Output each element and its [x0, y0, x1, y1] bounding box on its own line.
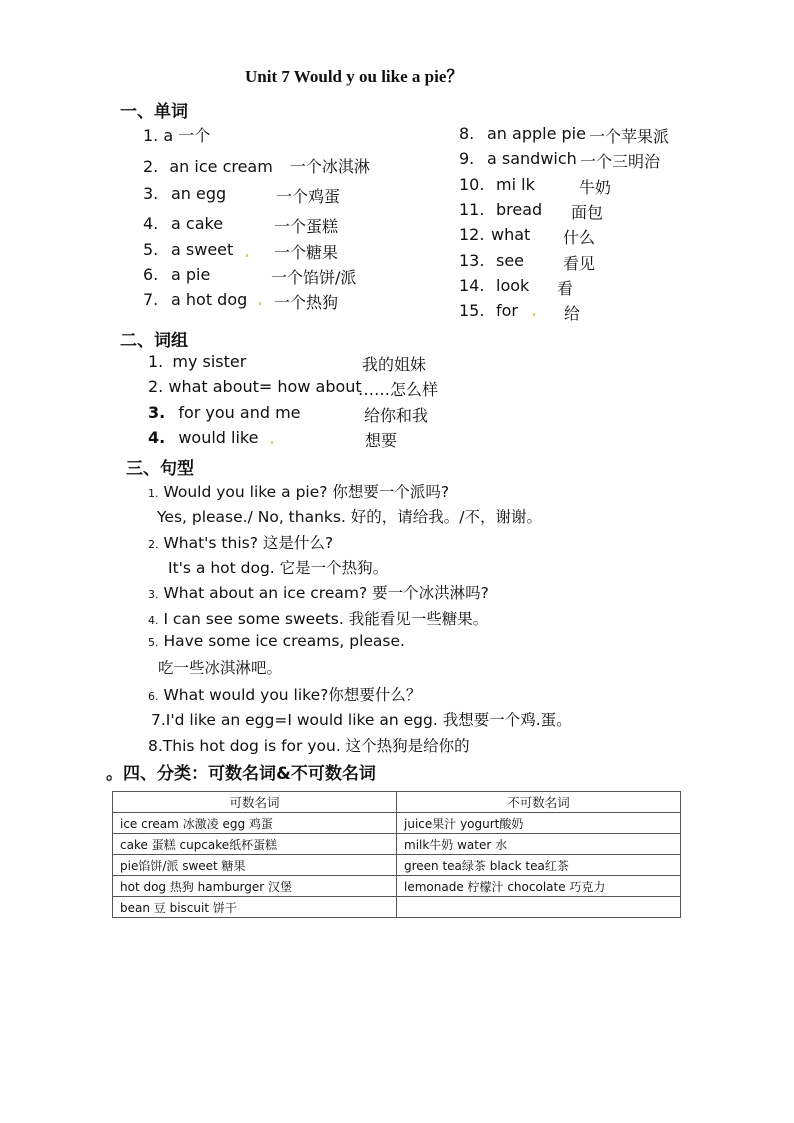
vocab-item	[459, 175, 612, 197]
word-chinese: 一个鸡蛋	[276, 187, 341, 206]
item-number: 7.	[151, 711, 166, 729]
sentence-line	[148, 581, 489, 603]
table-row	[113, 876, 681, 897]
sentence-text: This hot dog is for you. 这个热狗是给你的	[162, 737, 470, 755]
column-header-uncountable: 不可数名词	[397, 792, 681, 813]
item-number: 9.	[459, 149, 475, 168]
sentence-line	[148, 531, 333, 553]
sentence-line	[148, 480, 449, 502]
word-english: mi lk	[496, 175, 535, 194]
vocab-item	[459, 200, 604, 222]
noun-classification-table	[112, 791, 681, 918]
item-number: 2.	[143, 157, 159, 176]
vocab-item	[459, 225, 596, 247]
word-english: for	[496, 301, 518, 320]
sentence-line	[151, 708, 572, 730]
sentence-line	[148, 734, 470, 756]
sentence-text: What would you like?你想要什么？	[163, 686, 422, 704]
item-number: 2.	[148, 377, 164, 396]
word-english: an ice cream	[169, 157, 273, 176]
item-number: 2.	[148, 538, 159, 551]
sentence-text: What's this? 这是什么?	[163, 534, 334, 552]
phrase-chinese: 给你和我	[364, 406, 429, 425]
word-chinese: 一个热狗	[274, 293, 339, 312]
section-heading-classification: 。四、分类：可数名词&不可数名词	[106, 764, 376, 784]
sentence-line	[157, 505, 542, 527]
sentence-text: I can see some sweets. 我能看见一些糖果。	[163, 610, 489, 628]
word-chinese: 一个糖果	[274, 243, 339, 262]
item-number: 8.	[459, 124, 475, 143]
word-english: see	[496, 251, 525, 270]
word-english: bread	[496, 200, 543, 219]
word-english: a sandwich	[487, 149, 577, 168]
table-cell: hot dog 热狗 hamburger 汉堡	[113, 876, 397, 897]
phrase-english: my sister	[172, 352, 247, 371]
table-header-row	[113, 792, 681, 813]
section-heading-vocabulary: 一、单词	[120, 102, 188, 122]
item-number: 12.	[459, 225, 485, 244]
word-chinese: 看	[557, 279, 574, 298]
word-english: a cake	[171, 214, 224, 233]
item-number: 10.	[459, 175, 485, 194]
vocab-item	[143, 214, 339, 236]
item-number: 5.	[148, 636, 159, 649]
sentence-line	[148, 607, 488, 629]
word-chinese: 一个蛋糕	[274, 217, 339, 236]
stray-mark	[271, 441, 273, 444]
table-cell: lemonade 柠檬汁 chocolate 巧克力	[397, 876, 681, 897]
item-number: 8.	[148, 737, 163, 755]
sentence-text: Yes, please./ No, thanks. 好的，请给我。/不，谢谢。	[157, 508, 543, 526]
sentence-text: Would you like a pie? 你想要一个派吗?	[163, 483, 450, 501]
vocab-item	[459, 149, 661, 171]
vocab-item	[143, 123, 210, 146]
item-number: 4.	[148, 614, 159, 627]
word-chinese: 什么	[563, 228, 596, 247]
phrase-english: would like	[178, 428, 259, 447]
table-cell: juice果汁 yogurt酸奶	[397, 813, 681, 834]
table-row	[113, 855, 681, 876]
table-cell: cake 蛋糕 cupcake纸杯蛋糕	[113, 834, 397, 855]
phrase-item	[148, 377, 439, 399]
sentence-text: 吃一些冰淇淋吧。	[158, 659, 283, 677]
phrase-chinese: ……怎么样	[358, 380, 439, 399]
sentence-line	[158, 656, 282, 678]
word-english: an egg	[171, 184, 227, 203]
table-cell: bean 豆 biscuit 饼干	[113, 897, 397, 918]
table-row	[113, 813, 681, 834]
page-title: Unit 7 Would y ou like a pie？	[245, 67, 464, 86]
section-heading-sentences: 三、句型	[126, 459, 194, 479]
word-english: a hot dog	[171, 290, 248, 309]
word-chinese: 一个冰淇淋	[289, 157, 370, 176]
item-number: 6.	[143, 265, 159, 284]
stray-mark	[246, 254, 248, 257]
phrase-item	[148, 352, 427, 374]
table-row	[113, 834, 681, 855]
phrase-chinese: 我的姐妹	[362, 355, 427, 374]
item-number: 11.	[459, 200, 485, 219]
item-number: 3.	[148, 403, 166, 422]
item-number: 14.	[459, 276, 485, 295]
item-number: 3.	[148, 588, 159, 601]
word-english: a sweet	[171, 240, 234, 259]
column-header-countable: 可数名词	[113, 792, 397, 813]
vocab-item	[459, 276, 574, 298]
item-number: 1.	[148, 352, 164, 371]
vocab-item	[143, 154, 370, 177]
table-row	[113, 897, 681, 918]
table-cell: milk牛奶 water 水	[397, 834, 681, 855]
vocab-item	[143, 184, 341, 206]
item-number: 15.	[459, 301, 485, 320]
table-cell: pie馅饼/派 sweet 糖果	[113, 855, 397, 876]
word-chinese: 给	[564, 304, 581, 323]
phrase-english: what about= how about	[168, 377, 362, 396]
word-chinese: 牛奶	[579, 178, 612, 197]
vocab-item	[143, 290, 339, 312]
phrase-chinese: 想要	[365, 431, 398, 450]
word-english: a pie	[171, 265, 211, 284]
sentence-line	[168, 556, 388, 578]
item-number: 7.	[143, 290, 159, 309]
table-cell	[397, 897, 681, 918]
word-english: a	[163, 126, 174, 145]
table-cell: green tea绿茶 black tea红茶	[397, 855, 681, 876]
word-chinese: 看见	[563, 254, 596, 273]
sentence-text: I'd like an egg=I would like an egg. 我想要一个鸡.蛋。	[165, 711, 572, 729]
sentence-text: What about an ice cream? 要一个冰洪淋吗?	[163, 584, 489, 602]
word-english: look	[496, 276, 530, 295]
phrase-english: for you and me	[178, 403, 301, 422]
stray-mark	[259, 302, 261, 305]
word-english: what	[491, 225, 531, 244]
item-number: 5.	[143, 240, 159, 259]
sentence-text: Have some ice creams, please.	[163, 632, 405, 650]
item-number: 3.	[143, 184, 159, 203]
vocab-item	[459, 124, 670, 146]
word-chinese: 一个三明治	[580, 152, 661, 171]
item-number: 6.	[148, 690, 159, 703]
item-number: 1.	[148, 487, 159, 500]
stray-mark	[533, 313, 535, 316]
word-english: an apple pie	[487, 124, 586, 143]
word-chinese: 一个馅饼/派	[271, 268, 357, 287]
vocab-item	[459, 301, 581, 323]
word-chinese: 面包	[571, 203, 604, 222]
phrase-item	[148, 403, 429, 425]
section-heading-phrases: 二、词组	[120, 331, 188, 351]
item-number: 4.	[143, 214, 159, 233]
sentence-line	[148, 683, 421, 705]
word-chinese: 一个苹果派	[589, 127, 670, 146]
vocab-item	[143, 265, 357, 287]
phrase-item	[148, 428, 398, 450]
item-number: 1.	[143, 126, 159, 145]
sentence-text: It's a hot dog. 它是一个热狗。	[168, 559, 389, 577]
vocab-item	[459, 251, 596, 273]
table-cell: ice cream 冰激凌 egg 鸡蛋	[113, 813, 397, 834]
item-number: 13.	[459, 251, 485, 270]
vocab-item	[143, 240, 339, 262]
item-number: 4.	[148, 428, 166, 447]
word-chinese: 一个	[178, 126, 211, 145]
sentence-line	[148, 632, 405, 650]
